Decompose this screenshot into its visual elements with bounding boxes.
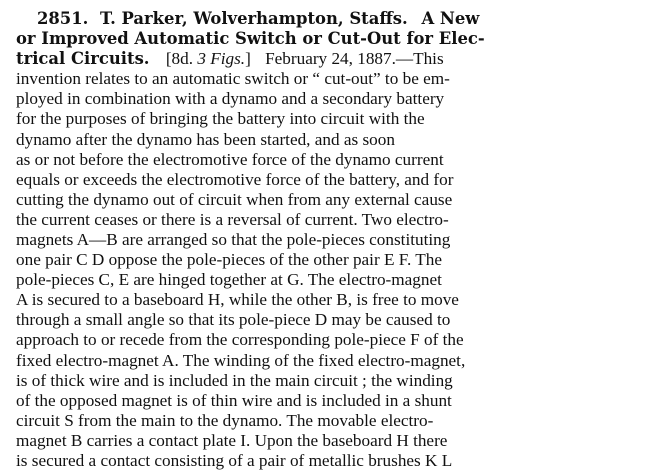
price-close: ]: [245, 49, 251, 68]
body-line: one pair C D oppose the pole-pieces of the other pair E F. The: [16, 250, 442, 269]
patent-title-end: trical Circuits.: [16, 49, 150, 68]
patent-number: 2851.: [37, 9, 89, 28]
price-open: [8d.: [165, 49, 194, 68]
body-line: ployed in combination with a dynamo and a secondary battery: [16, 89, 445, 108]
body-line: invention relates to an automatic switch or “ cut-out” to be em-: [16, 69, 450, 88]
body-line: cutting the dynamo out of circuit when from any external cause: [16, 190, 453, 209]
patent-author: T. Parker, Wolverhampton, Staffs.: [100, 9, 408, 28]
patent-heading-line-1: [37, 9, 479, 29]
body-line: pole-pieces C, E are hinged together at G. The electro-magnet: [16, 270, 442, 289]
body-line: dynamo after the dynamo has been started, and as soon: [16, 130, 395, 149]
body-line: magnet B carries a contact plate I. Upon the baseboard H there: [16, 431, 448, 450]
body-line: the current ceases or there is a reversal of current. Two electro-: [16, 210, 449, 229]
body-line: fixed electro-magnet A. The winding of the fixed electro-magnet,: [16, 351, 466, 370]
body-line: for the purposes of bringing the battery into circuit with the: [16, 109, 425, 128]
body-line: magnets A—B are arranged so that the pole-pieces constituting: [16, 230, 451, 249]
patent-heading-line-2: [16, 29, 485, 49]
body-line: A is secured to a baseboard H, while the other B, is free to move: [16, 290, 459, 309]
body-line: approach to or recede from the corresponding pole-piece F of the: [16, 330, 464, 349]
body-line: of the opposed magnet is of thin wire and is included in a shunt: [16, 391, 452, 410]
patent-title-start: A New: [421, 9, 480, 28]
body-line: is of thick wire and is included in the main circuit ; the winding: [16, 371, 453, 390]
body-line: circuit S from the main to the dynamo. The movable electro-: [16, 411, 434, 430]
body-line: is secured a contact consisting of a pair of metallic brushes K L: [16, 451, 453, 470]
patent-title-continued: or Improved Automatic Switch or Cut-Out for Elec-: [16, 29, 485, 48]
patent-heading-line-3: [16, 49, 444, 69]
body-line: through a small angle so that its pole-piece D may be caused to: [16, 310, 451, 329]
patent-date: February 24, 1887.—This: [265, 49, 444, 68]
figs-count: 3 Figs.: [197, 49, 246, 68]
body-line: equals or exceeds the electromotive force of the battery, and for: [16, 170, 454, 189]
body-line: as or not before the electromotive force of the dynamo current: [16, 150, 444, 169]
